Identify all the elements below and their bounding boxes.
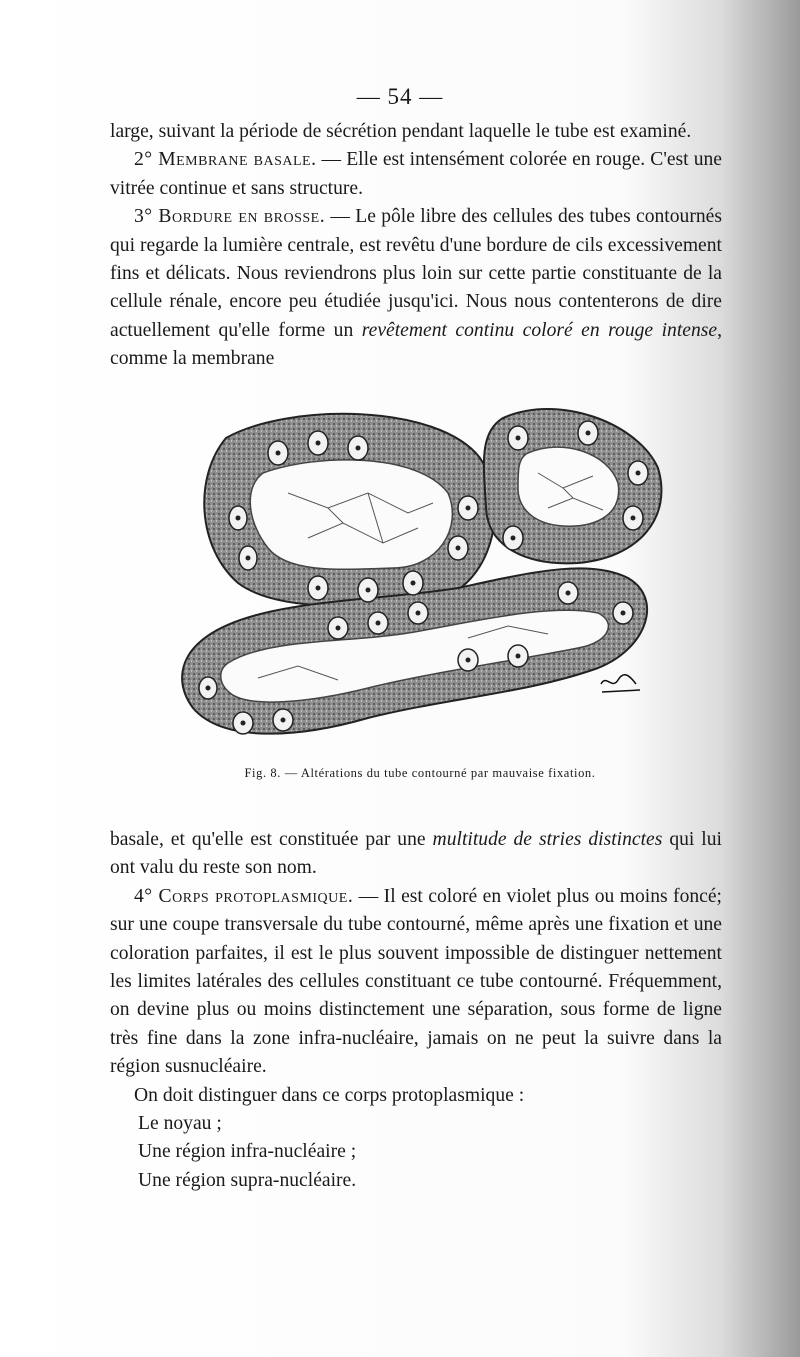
section-heading-corps-protoplasmique: 4° Corps protoplasmique. [134,885,354,907]
figure-caption: Fig. 8. — Altérations du tube contourné par mauvaise fixation. [244,766,596,780]
tubule-illustration [168,398,664,760]
illustrator-signature [598,670,644,700]
italic-phrase: multitude de stries distinctes [432,829,663,850]
section-heading-bordure-en-brosse: 3° Bordure en brosse. [134,206,326,228]
bottom-text-block [110,826,722,1195]
paragraph-bordure-en-brosse [110,203,722,373]
list-item: Le noyau ; [138,1113,222,1135]
paragraph-text: — Elle est intensément colorée en rouge. C'est une vitrée continue et sans structure. [110,149,722,199]
section-heading-membrane-basale: 2° Membrane basale. [134,149,317,171]
top-text-block [110,118,722,374]
italic-phrase: revêtement continu coloré en rouge intense [361,319,718,341]
list-item: Une région supra-nucléaire. [138,1169,357,1191]
paragraph-text: — Il est coloré en violet plus ou moins foncé; sur une coupe transversale du tube contourné, même après une fixation et une coloration parfaites, il est le plus souvent impossible de distinguer nettement les limites latérales des cellules constituant ce tube contourné. Fréquemment, on devine plus ou moins distinctement une séparation, sous forme de ligne très fine dans la zone infra-nucléaire, jamais on ne peut la suivre dans la région susnucléaire. [110,885,722,1078]
list-item: Une région infra-nucléaire ; [138,1141,357,1163]
paragraph-continuation [110,826,722,883]
paragraph-distinguer: On doit distinguer dans ce corps protoplasmique : [134,1084,525,1106]
paragraph-text: basale, et qu'elle est constituée par une [110,829,433,850]
signature-mark [598,670,644,700]
paragraph-membrane-basale [110,146,722,203]
page-number: — 54 — [356,84,444,109]
paragraph-text: — Le pôle libre des cellules des tubes contournés qui regarde la lumière centrale, est revêtu d'une bordure de cils excessivement fins et délicats. Nous reviendrons plus loin sur cette partie constituante de la cellule rénale, encore peu étudiée jusqu'ici. Nous nous contenterons de dire actuellement qu'elle forme un [110,206,722,341]
paragraph-text: qui lui ont valu du reste son nom. [110,829,722,879]
histology-figure [168,398,664,760]
paragraph-corps-protoplasmique [110,883,722,1082]
paragraph-continuation: large, suivant la période de sécrétion pendant laquelle le tube est examiné. [110,121,692,142]
paragraph-text: , comme la membrane [110,319,722,370]
